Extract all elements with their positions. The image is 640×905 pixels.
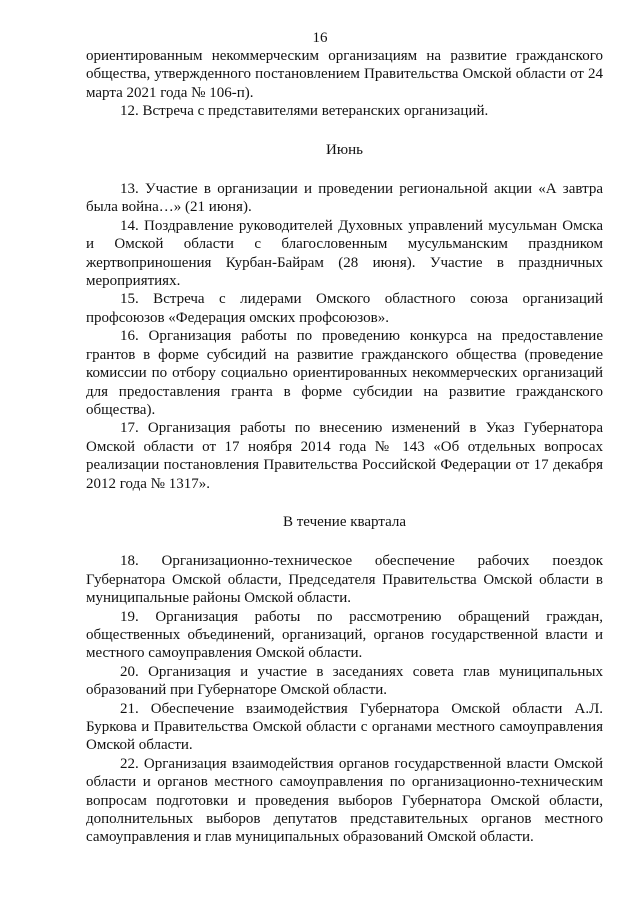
- list-item: 22. Организация взаимодействия органов государственной власти Омской области и органов местного самоуправления по организационно-техническим вопросам подготовки и проведения выборов Губернатора Омской области, дополнительных выборов депутатов представительных органов местного самоуправления и глав муниципальных образований Омской области.: [86, 755, 603, 846]
- list-item: 16. Организация работы по проведению конкурса на предоставление грантов в форме субсидий на развитие гражданского общества (проведение комиссии по отбору социально ориентированных некоммерческих организаций для предоставления гранта в форме субсидии на развитие гражданского общества).: [86, 328, 603, 418]
- list-item: 14. Поздравление руководителей Духовных управлений мусульман Омска и Омской области с благословенным мусульманским праздником жертвоприношения Курбан-Байрам (28 июня). Участие в праздничных мероприятиях.: [86, 217, 603, 290]
- document-body: [86, 47, 603, 847]
- list-item: 20. Организация и участие в заседаниях совета глав муниципальных образований при Губернаторе Омской области.: [86, 663, 603, 699]
- list-item: 13. Участие в организации и проведении региональной акции «А завтра была война…» (21 июня).: [86, 181, 603, 216]
- list-item: 17. Организация работы по внесению изменений в Указ Губернатора Омской области от 17 ноября 2014 года № 143 «Об отдельных вопросах реализации постановления Правительства Российской Федерации от 17 декабря 2012 года № 1317».: [86, 420, 603, 492]
- list-item: 18. Организационно-техническое обеспечение рабочих поездок Губернатора Омской области, Председателя Правительства Омской области в муниципальные районы Омской области.: [86, 553, 603, 607]
- list-item: 15. Встреча с лидерами Омского областного союза организаций профсоюзов «Федерация омских профсоюзов».: [86, 291, 603, 326]
- list-item: 19. Организация работы по рассмотрению обращений граждан, общественных объединений, организаций, органов государственной власти и местного самоуправления Омской области.: [86, 608, 603, 662]
- intro-paragraph: ориентированным некоммерческим организациям на развитие гражданского общества, утвержденного постановлением Правительства Омской области от 24 марта 2021 года № 106-п).: [86, 48, 603, 101]
- page-number: 16: [312, 30, 328, 46]
- section-heading-quarter: В течение квартала: [282, 513, 407, 530]
- section-heading-june: Июнь: [326, 141, 363, 158]
- list-item: 21. Обеспечение взаимодействия Губернатора Омской области А.Л. Буркова и Правительства Омской области с органами местного самоуправления Омской области.: [86, 700, 603, 754]
- list-item: 12. Встреча с представителями ветеранских организаций.: [120, 103, 489, 120]
